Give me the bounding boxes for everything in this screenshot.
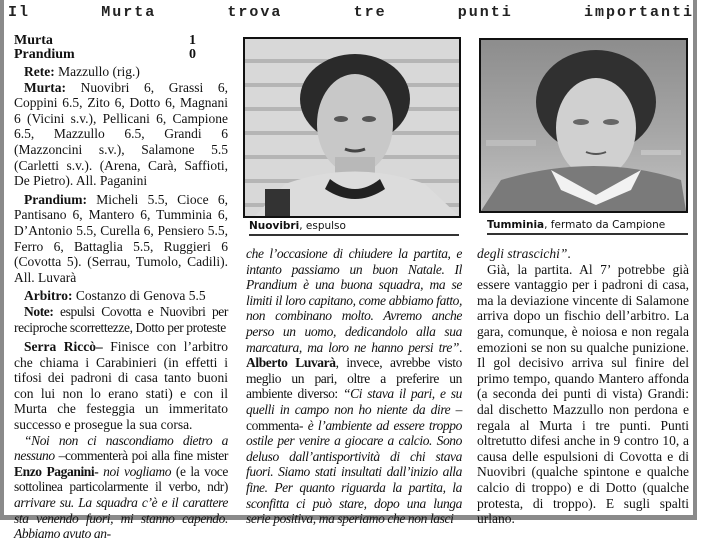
paragraph-text: Finisce con l’arbitro che chiama i Carabinieri (in effetti i tifosi dei padroni di casa tanto buoni con lui non lo erano stati) e con il Murta che festeggia un immeritato successo e prosegue la sua corsa.	[14, 339, 228, 433]
score-row-home	[14, 34, 196, 48]
referee-text: Costanzo di Genova 5.5	[75, 288, 206, 304]
punctuation: .	[459, 339, 462, 355]
headline-word: importanti	[583, 4, 694, 21]
quote: “Ci stava il pari, e su quelli in campo non ho niente da dire –	[246, 386, 462, 417]
headline-word: Murta	[101, 4, 157, 21]
punctuation: .	[567, 246, 571, 261]
quote: arrivare su. La squadra c’è e il carattere sta venendo fuori, mi stanno capendo. Abbiamo avuto an-	[14, 495, 228, 542]
article-paragraph-1	[14, 339, 228, 433]
quoted-person: Enzo Paganini-	[14, 463, 99, 479]
home-score: 1	[189, 33, 196, 48]
goal-line	[14, 64, 228, 80]
paragraph-text: commenta-	[246, 417, 308, 433]
headline-word: tre	[353, 4, 387, 21]
home-team: Murta	[14, 33, 53, 48]
photo-caption-2	[487, 219, 688, 235]
paragraph-text: (e la voce sottolinea particolarmente il verbo, ndr)	[14, 463, 228, 495]
quote: degli strascichi”	[477, 246, 568, 261]
column-2	[246, 246, 462, 527]
caption-name: Nuovibri	[249, 220, 300, 232]
headline-word: trova	[227, 4, 283, 21]
quote: che l’occasione di chiudere la partita, e intanto passiamo un buon Natale. Il Prandium è una buona squadra, ma se limiti il loro capitano, come abbiamo fatto, non combinano molto. Avremo anche perso un uomo, dedicandolo alla sua marcatura, ma loro ne hanno persi tre”	[246, 246, 462, 355]
quote: “Noi non ci nascondiamo dietro a nessuno	[14, 432, 228, 464]
quote: è l’ambiente ad essere troppo ostile per venire a giocare a calcio. Sono deluso dall’antisportività di chi stava fuori. Siamo stati insultati dall’inizio alla fine. Per quanto riguarda la partita, la sconfitta ci può stare, dopo una lunga serie positiva, ma speriamo che non lasci	[246, 417, 462, 527]
away-team: Prandium	[14, 47, 75, 62]
photo-tumminia	[479, 38, 688, 213]
article-paragraph-3-end	[477, 246, 689, 262]
murta-label: Murta:	[24, 79, 66, 95]
goal-text: Mazzullo (rig.)	[58, 64, 140, 79]
headline-word: Il	[8, 4, 31, 21]
murta-lineup	[14, 80, 228, 189]
referee-label: Arbitro:	[24, 288, 73, 304]
referee-line	[14, 288, 228, 304]
notes-line	[14, 304, 228, 335]
notes-text: espulsi Covotta e Nuovibri per reciproche scorrettezze, Dotto per proteste	[14, 303, 228, 335]
caption-name: Tumminia	[487, 219, 545, 231]
photo-caption-1	[249, 220, 459, 236]
article-paragraph-2-cont	[246, 246, 462, 527]
dateline: Serra Riccò–	[24, 339, 103, 355]
article-paragraph-4: Già, la partita. Al 7’ potrebbe già essere vantaggio per i padroni di casa, ma la deviazione vincente di Salamone arriva dopo un fischio dell’arbitro. La gara, comunque, è noiosa e non regala emozioni se non su qualche punizione. Il gol decisivo arriva sul finire del primo tempo, quando Mantero affonda (a seconda dei punti di vista) Grandi: dal dischetto Mazzullo non perdona e regala al Murta i tre punti. Punti oltretutto difesi anche in 9 contro 10, a causa delle espulsioni di Covotta e di Nuovibri (qualche spintone e qualche calcio di troppo) e di Dotto (qualche protesta, di troppo). E sugli spalti urlano.	[477, 261, 689, 527]
portrait-image	[245, 39, 459, 216]
column-1	[14, 34, 228, 542]
goal-label: Rete:	[24, 64, 55, 79]
photo-nuovibri	[243, 37, 461, 218]
caption-text: , fermato da Campione	[544, 219, 666, 231]
headline	[8, 4, 694, 24]
quoted-person: Alberto Luvarà	[246, 355, 336, 371]
notes-label: Note:	[24, 303, 54, 319]
murta-text: Nuovibri 6, Grassi 6, Coppini 6.5, Zito 6, Dotto 6, Magnani 6 (Vicini s.v.), Pellicani 6, Campione 6.5, Mazzullo 6.5, Grandi 6 (Mazzoncini s.v.), Salamone 5.5 (Carletti s.v.). (Arena, Carà, Saffioti, De Pietro). All. Paganini	[14, 79, 229, 189]
prandium-lineup	[14, 192, 228, 286]
prandium-label: Prandium:	[24, 191, 88, 207]
quote: noi vogliamo	[98, 463, 172, 479]
prandium-text: Micheli 5.5, Cioce 6, Pantisano 6, Mantero 6, Tumminia 6, D’Antonio 5.5, Curella 6, Pensiero 5.5, Ferro 6, Battaglia 5.5, Ruggieri 6 (Covotta 5). (Serrau, Tumolo, Cadili). All. Luvarà	[14, 191, 228, 285]
portrait-image	[481, 40, 686, 211]
headline-word: punti	[457, 4, 513, 21]
paragraph-text: , invece, avrebbe visto meglio un pari, oltre a preferire un ambiente diverso:	[246, 355, 462, 402]
score-row-away	[14, 48, 196, 62]
paragraph-text: –commenterà poi alla fine mister	[54, 448, 228, 464]
article-paragraph-2	[14, 433, 228, 542]
column-3	[477, 246, 689, 527]
away-score: 0	[189, 47, 196, 62]
caption-text: , espulso	[299, 220, 346, 232]
